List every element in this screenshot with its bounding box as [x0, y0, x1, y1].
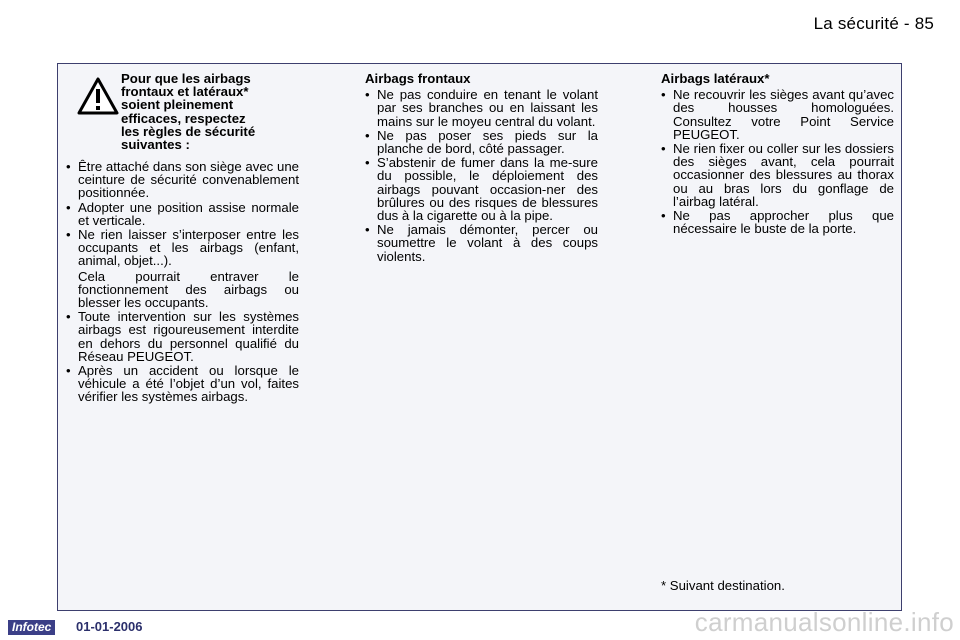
list-item-text: Ne rien fixer ou coller sur les dossiers des sièges avant, cela pourrait occasionner des blessures au thorax ou au bras lors du gonflage de l’airbag latéral. — [673, 141, 894, 209]
warning-line: efficaces, respectez — [121, 110, 246, 126]
front-airbags-list — [365, 88, 598, 263]
section-heading: Airbags frontaux — [365, 71, 471, 86]
list-item — [66, 228, 299, 268]
list-item — [661, 209, 894, 235]
bullet-glyph: • — [365, 155, 370, 171]
list-item — [661, 88, 894, 141]
warning-line: soient pleinement — [121, 97, 234, 113]
bullet-glyph: • — [66, 227, 71, 243]
watermark: carmanualsonline.info — [694, 607, 954, 637]
warning-line: frontaux et latéraux* — [121, 84, 249, 100]
bullet-glyph: • — [66, 159, 71, 174]
safety-rules-list — [66, 160, 299, 268]
list-item — [661, 142, 894, 208]
list-item-text: Être attaché dans son siège avec une ceinture de sécurité convenablement positionnée. — [78, 159, 299, 201]
safety-rules-list-continued — [66, 310, 299, 403]
list-item-text: Ne pas approcher plus que nécessaire le buste de la porte. — [673, 208, 894, 237]
list-item-text: Ne recouvrir les sièges avant qu’avec des housses homologuées. Consultez votre Point Service PEUGEOT. — [673, 87, 894, 142]
bullet-glyph: • — [66, 309, 71, 325]
content-frame — [57, 63, 902, 611]
infotec-logo: Infotec — [8, 620, 55, 635]
bullet-glyph: • — [661, 141, 666, 157]
bullet-glyph: • — [365, 222, 370, 238]
column-side-airbags — [661, 72, 894, 236]
list-item-text: Ne pas conduire en tenant le volant par ses branches ou en laissant les mains sur le moyeu central du volant. — [377, 87, 598, 129]
list-item — [66, 201, 299, 227]
list-item-text: Toute intervention sur les systèmes airbags est rigoureusement interdite en dehors du personnel qualifié du Réseau PEUGEOT. — [78, 309, 299, 364]
section-heading: Airbags latéraux* — [661, 71, 770, 86]
footnote: * Suivant destination. — [661, 578, 785, 593]
bullet-glyph: • — [66, 363, 71, 379]
list-item-text: Ne jamais démonter, percer ou soumettre le volant à des coups violents. — [377, 222, 598, 264]
bullet-glyph: • — [661, 208, 666, 224]
list-item-text: Ne pas poser ses pieds sur la planche de bord, côté passager. — [377, 127, 598, 157]
column-front-airbags — [365, 72, 598, 264]
footer-date: 01-01-2006 — [76, 619, 143, 634]
bullet-glyph: • — [66, 199, 71, 215]
list-item-text: Adopter une position assise normale et verticale. — [78, 199, 299, 228]
bullet-glyph: • — [365, 87, 370, 103]
list-item — [365, 156, 598, 222]
warning-line: suivantes : — [121, 137, 190, 153]
side-airbags-list — [661, 88, 894, 235]
list-item — [66, 364, 299, 404]
warning-line: Pour que les airbags — [121, 71, 251, 86]
column-safety-rules — [66, 72, 299, 405]
warning-line: les règles de sécurité — [121, 123, 256, 139]
list-item-note: Cela pourrait entraver le fonctionnement des airbags ou blesser les occupants. — [78, 268, 299, 311]
warning-triangle-icon — [77, 77, 119, 115]
warning-text — [121, 72, 296, 151]
list-item — [365, 129, 598, 155]
list-item — [365, 88, 598, 128]
list-item-text: Après un accident ou lorsque le véhicule a été l’objet d’un vol, faites vérifier les systèmes airbags. — [78, 363, 299, 405]
list-item-text: Ne rien laisser s’interposer entre les occupants et les airbags (enfant, animal, objet...). — [78, 227, 299, 269]
bullet-glyph: • — [661, 87, 666, 103]
warning-block — [66, 72, 299, 160]
list-item-text: S’abstenir de fumer dans la me-sure du possible, le déploiement des airbags pouvant occasion-ner des brûlures ou des risques de blessures dus à la cigarette ou à la pipe. — [377, 155, 598, 224]
page-header: La sécurité - 85 — [813, 14, 934, 33]
list-item — [66, 160, 299, 200]
list-item — [365, 223, 598, 263]
list-item — [66, 310, 299, 363]
bullet-glyph: • — [365, 127, 370, 143]
